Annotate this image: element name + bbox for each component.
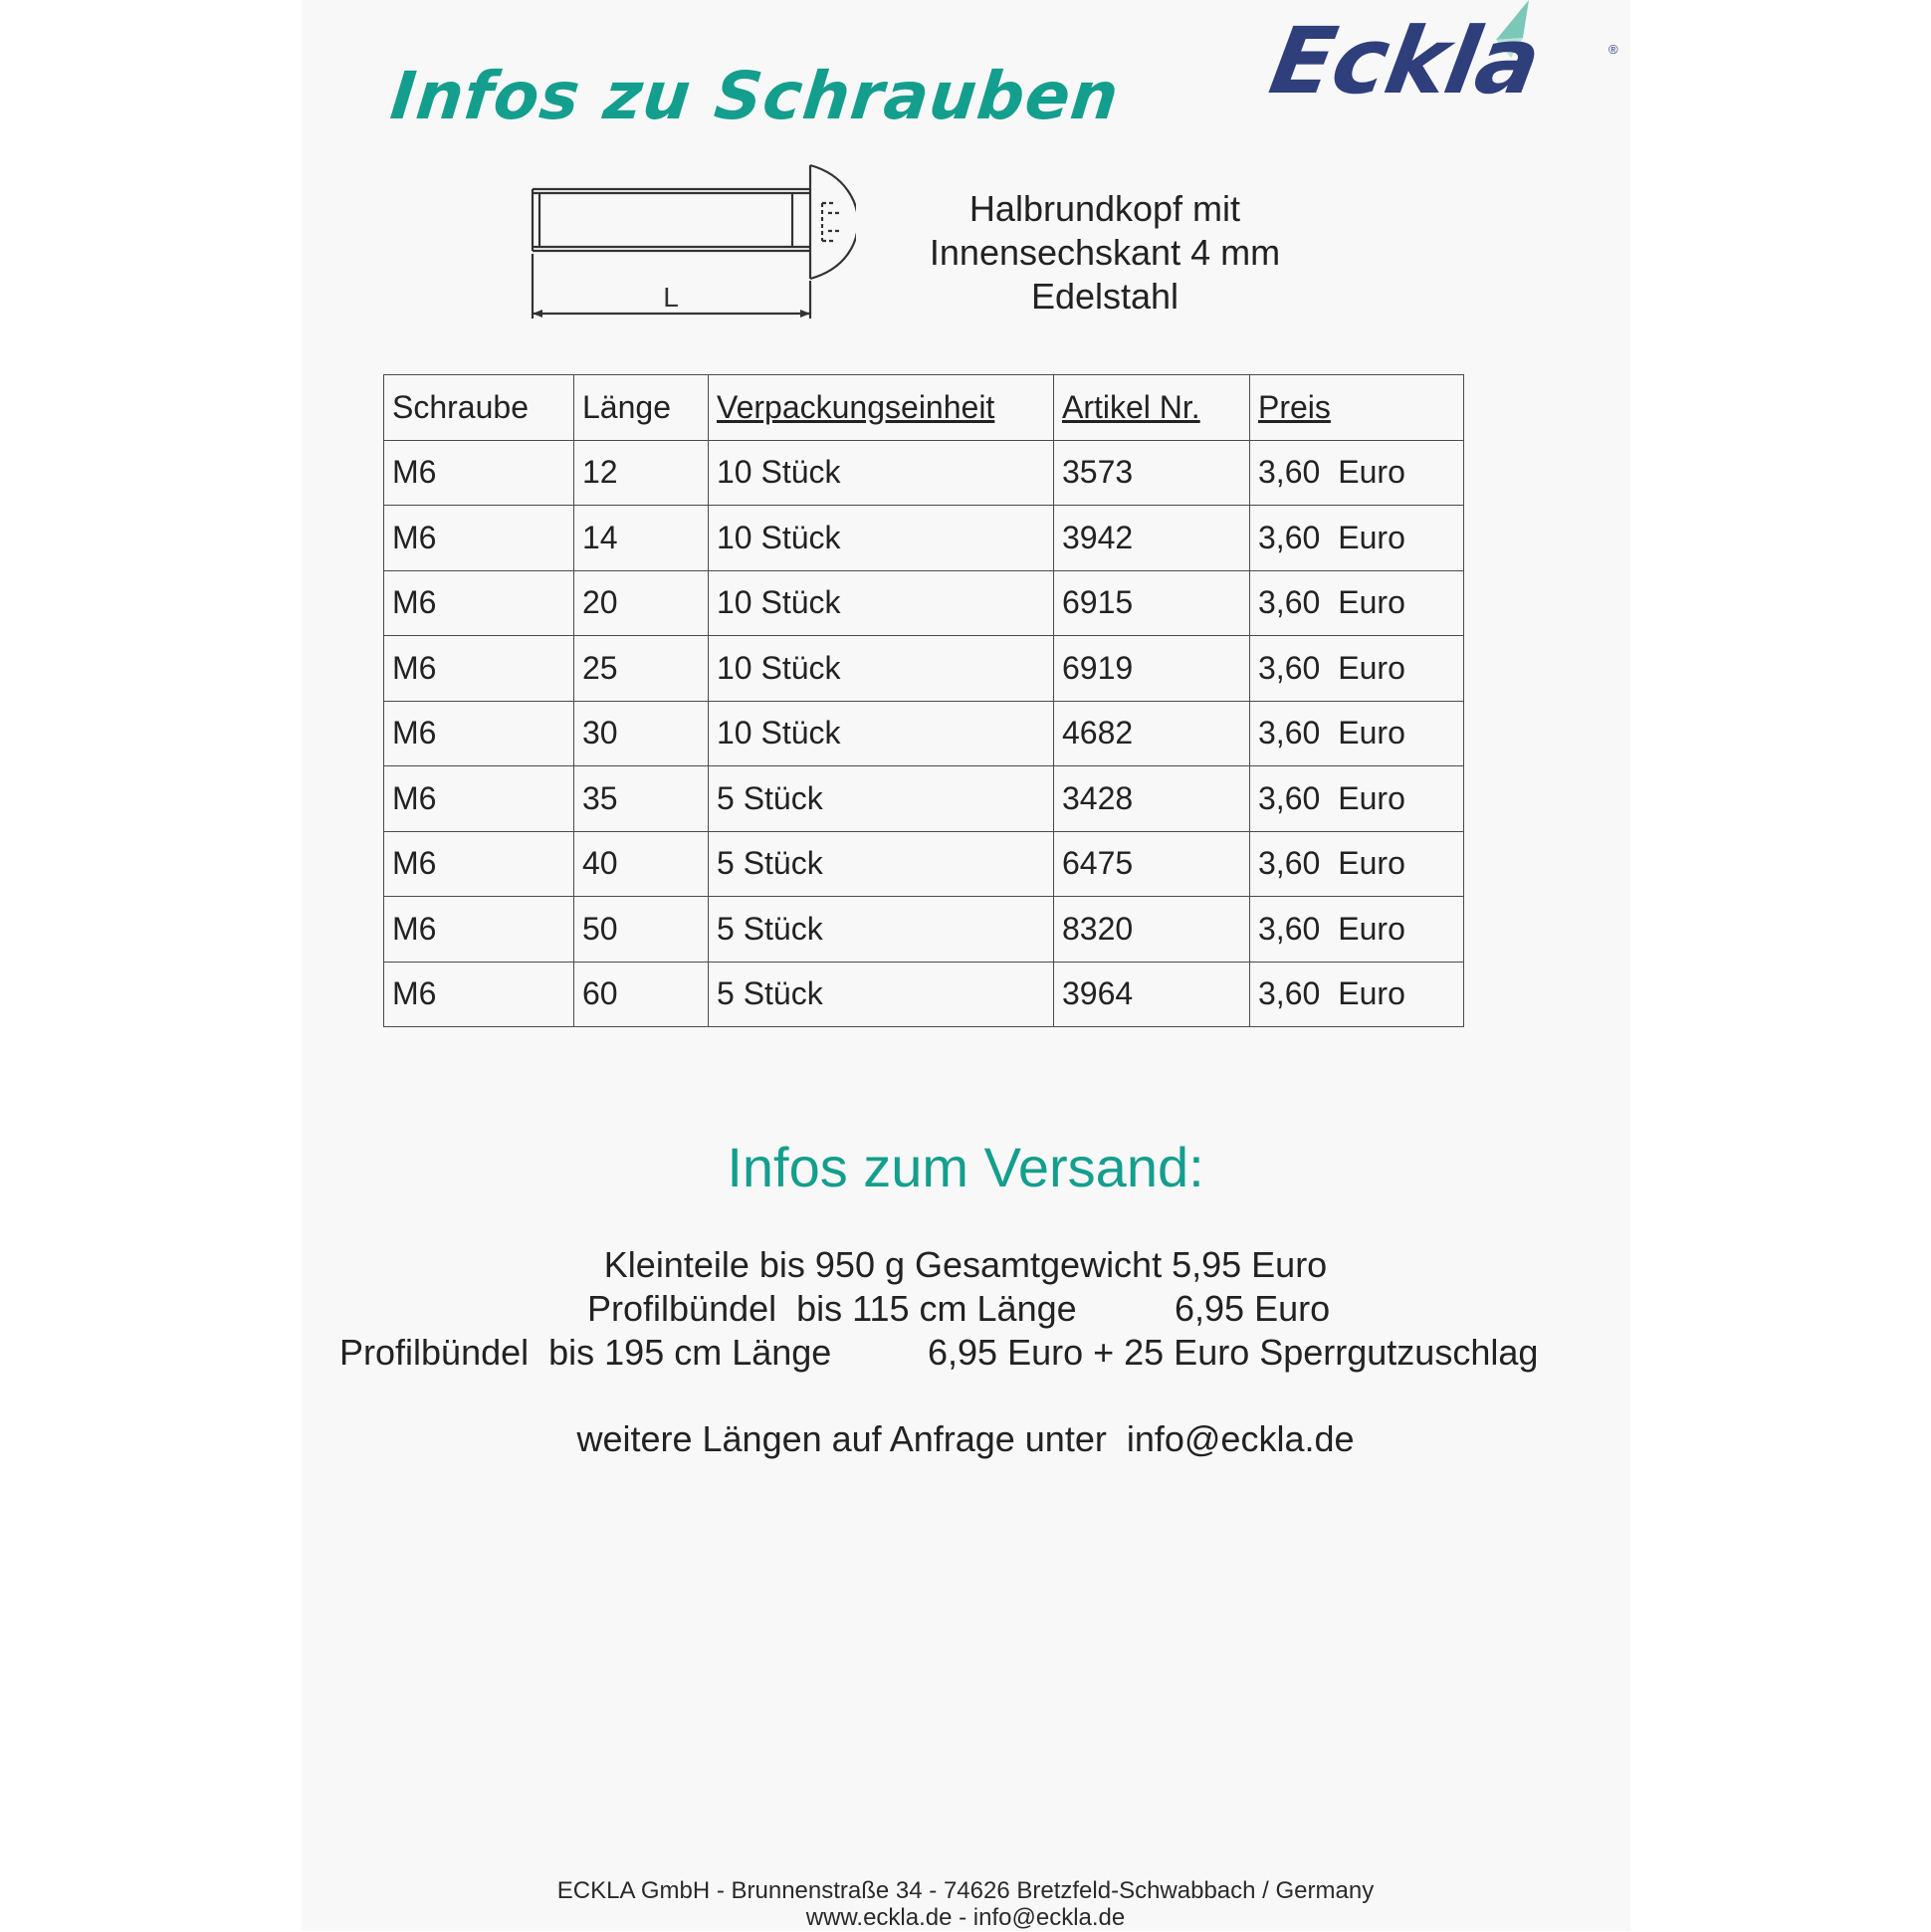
cell-laenge: 12 bbox=[574, 440, 709, 506]
cell-verpackungseinheit: 10 Stück bbox=[709, 570, 1054, 636]
price-value: 3,60 bbox=[1258, 584, 1321, 621]
eckla-logo bbox=[1262, 0, 1628, 114]
cell-schraube: M6 bbox=[384, 506, 574, 571]
description-line: Halbrundkopf mit bbox=[968, 188, 1241, 229]
cell-laenge: 40 bbox=[574, 831, 709, 897]
shipping-line-115-label: Profilbündel bis 115 cm Länge bbox=[587, 1288, 1077, 1329]
shipping-line-195-label: Profilbündel bis 195 cm Länge bbox=[339, 1332, 832, 1373]
logo-wordmark: Eckla bbox=[1262, 8, 1548, 114]
price-currency: Euro bbox=[1338, 519, 1405, 555]
shipping-title: Infos zum Versand: bbox=[727, 1136, 1204, 1198]
product-description bbox=[876, 187, 1334, 319]
cell-preis bbox=[1250, 962, 1464, 1027]
cell-artikel-nr: 6919 bbox=[1054, 636, 1250, 702]
header-artikel-nr: Artikel Nr. bbox=[1054, 375, 1250, 441]
table-row bbox=[384, 897, 1464, 963]
cell-preis bbox=[1250, 570, 1464, 636]
table-row bbox=[384, 570, 1464, 636]
table-row bbox=[384, 962, 1464, 1027]
price-value: 3,60 bbox=[1258, 975, 1321, 1012]
cell-verpackungseinheit: 10 Stück bbox=[709, 636, 1054, 702]
price-value: 3,60 bbox=[1258, 649, 1321, 686]
cell-schraube: M6 bbox=[384, 831, 574, 897]
cell-artikel-nr: 4682 bbox=[1054, 701, 1250, 766]
cell-laenge: 25 bbox=[574, 636, 709, 702]
cell-artikel-nr: 3942 bbox=[1054, 506, 1250, 571]
cell-laenge: 60 bbox=[574, 962, 709, 1027]
shipping-line-195-price: 6,95 Euro + 25 Euro Sperrgutzuschlag bbox=[928, 1332, 1539, 1373]
inquiry-note: weitere Längen auf Anfrage unter info@eckla.de bbox=[576, 1418, 1355, 1459]
cell-verpackungseinheit: 5 Stück bbox=[709, 831, 1054, 897]
cell-preis bbox=[1250, 831, 1464, 897]
cell-verpackungseinheit: 5 Stück bbox=[709, 766, 1054, 832]
cell-laenge: 50 bbox=[574, 897, 709, 963]
table-header-row bbox=[384, 375, 1464, 441]
footer-contact: www.eckla.de - info@eckla.de bbox=[805, 1904, 1126, 1931]
header-verpackungseinheit: Verpackungseinheit bbox=[709, 375, 1054, 441]
page-title: Infos zu Schrauben bbox=[386, 58, 1123, 134]
table-row bbox=[384, 766, 1464, 832]
cell-preis bbox=[1250, 766, 1464, 832]
cell-verpackungseinheit: 10 Stück bbox=[709, 701, 1054, 766]
cell-schraube: M6 bbox=[384, 701, 574, 766]
cell-preis bbox=[1250, 897, 1464, 963]
cell-schraube: M6 bbox=[384, 897, 574, 963]
cell-artikel-nr: 3428 bbox=[1054, 766, 1250, 832]
cell-artikel-nr: 3964 bbox=[1054, 962, 1250, 1027]
cell-artikel-nr: 6915 bbox=[1054, 570, 1250, 636]
cell-preis bbox=[1250, 636, 1464, 702]
screw-table bbox=[383, 374, 1464, 1027]
table-row bbox=[384, 636, 1464, 702]
cell-laenge: 20 bbox=[574, 570, 709, 636]
price-currency: Euro bbox=[1338, 975, 1405, 1012]
price-currency: Euro bbox=[1338, 715, 1405, 751]
header-schraube: Schraube bbox=[384, 375, 574, 441]
cell-verpackungseinheit: 5 Stück bbox=[709, 962, 1054, 1027]
cell-laenge: 30 bbox=[574, 701, 709, 766]
price-value: 3,60 bbox=[1258, 519, 1321, 555]
table-row bbox=[384, 701, 1464, 766]
cell-schraube: M6 bbox=[384, 636, 574, 702]
cell-schraube: M6 bbox=[384, 766, 574, 832]
cell-preis bbox=[1250, 701, 1464, 766]
header-preis: Preis bbox=[1250, 375, 1464, 441]
cell-verpackungseinheit: 10 Stück bbox=[709, 440, 1054, 506]
price-value: 3,60 bbox=[1258, 779, 1321, 816]
cell-artikel-nr: 6475 bbox=[1054, 831, 1250, 897]
table-row bbox=[384, 440, 1464, 506]
cell-schraube: M6 bbox=[384, 570, 574, 636]
price-currency: Euro bbox=[1338, 779, 1405, 816]
price-value: 3,60 bbox=[1258, 715, 1321, 751]
cell-preis bbox=[1250, 506, 1464, 571]
shipping-line-115-price: 6,95 Euro bbox=[1175, 1288, 1331, 1329]
cell-schraube: M6 bbox=[384, 440, 574, 506]
cell-artikel-nr: 8320 bbox=[1054, 897, 1250, 963]
cell-laenge: 14 bbox=[574, 506, 709, 571]
footer-address: ECKLA GmbH - Brunnenstraße 34 - 74626 Bretzfeld-Schwabbach / Germany bbox=[556, 1877, 1375, 1904]
cell-schraube: M6 bbox=[384, 962, 574, 1027]
price-value: 3,60 bbox=[1258, 845, 1321, 882]
cell-verpackungseinheit: 5 Stück bbox=[709, 897, 1054, 963]
cell-artikel-nr: 3573 bbox=[1054, 440, 1250, 506]
price-value: 3,60 bbox=[1258, 910, 1321, 947]
registered-mark: ® bbox=[1609, 42, 1618, 57]
description-line: Innensechskant 4 mm bbox=[929, 232, 1281, 273]
price-currency: Euro bbox=[1338, 454, 1405, 491]
length-label: L bbox=[663, 282, 679, 313]
table-row bbox=[384, 831, 1464, 897]
table-row bbox=[384, 506, 1464, 571]
price-currency: Euro bbox=[1338, 584, 1405, 621]
cell-preis bbox=[1250, 440, 1464, 506]
header-laenge: Länge bbox=[574, 375, 709, 441]
price-currency: Euro bbox=[1338, 910, 1405, 947]
description-line: Edelstahl bbox=[1030, 276, 1180, 317]
cell-verpackungseinheit: 10 Stück bbox=[709, 506, 1054, 571]
screw-drawing bbox=[528, 159, 856, 328]
cell-laenge: 35 bbox=[574, 766, 709, 832]
shipping-line-small-parts: Kleinteile bis 950 g Gesamtgewicht 5,95 Euro bbox=[603, 1244, 1328, 1285]
price-currency: Euro bbox=[1338, 649, 1405, 686]
price-value: 3,60 bbox=[1258, 454, 1321, 491]
price-currency: Euro bbox=[1338, 845, 1405, 882]
